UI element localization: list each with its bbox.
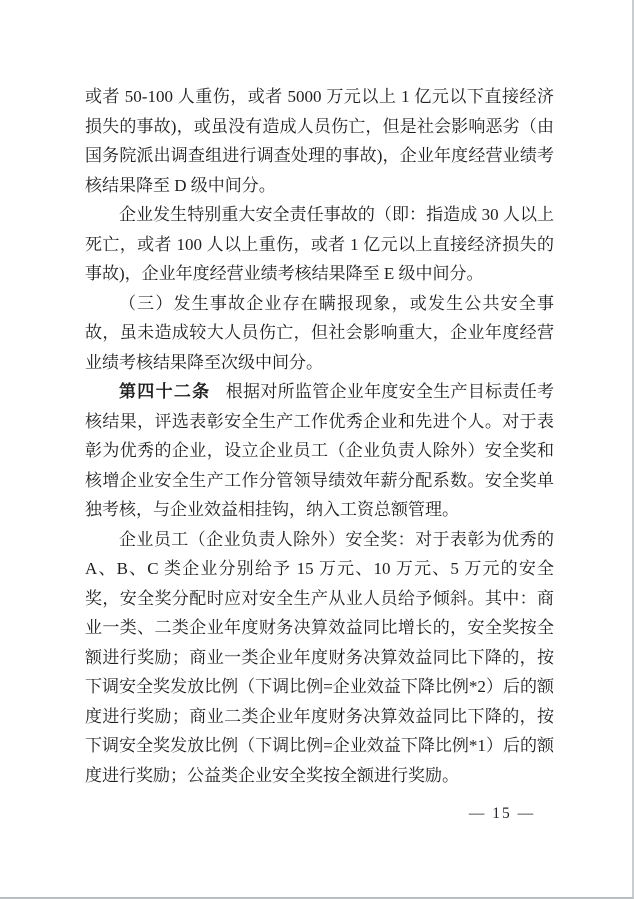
- page-number: — 15 —: [468, 805, 536, 822]
- paragraph-item-three: （三）发生事故企业存在瞒报现象，或发生公共安全事故，虽未造成较大人员伤亡，但社会影响重大，企业年度经营业绩考核结果降至次级中间分。: [85, 293, 554, 372]
- paragraph-article-42: [85, 377, 554, 525]
- article-number-label: 第四十二条: [119, 382, 211, 401]
- article-42-text: 根据对所监管企业年度安全生产目标责任考核结果，评选表彰安全生产工作优秀企业和先进个人。对于表彰为优秀的企业，设立企业员工（企业负责人除外）安全奖和核增企业安全生产工作分管领导绩效年薪分配系数。安全奖单独考核，与企业效益相挂钩，纳入工资总额管理。: [85, 382, 555, 519]
- document-text-block: [85, 82, 554, 790]
- paragraph-accident-major: 或者 50-100 人重伤，或者 5000 万元以上 1 亿元以下直接经济损失的事故)，或虽没有造成人员伤亡，但是社会影响恶劣（由国务院派出调查组进行调查处理的事故)，企业年度经营业绩考核结果降至 D 级中间分。: [85, 87, 554, 195]
- paragraph-accident-extreme: 企业发生特别重大安全责任事故的（即：指造成 30 人以上死亡，或者 100 人以上重伤，或者 1 亿元以上直接经济损失的事故)，企业年度经营业绩考核结果降至 E 级中间分。: [85, 205, 554, 283]
- paragraph-safety-award: 企业员工（企业负责人除外）安全奖：对于表彰为优秀的 A、B、C 类企业分别给予 15 万元、10 万元、5 万元的安全奖，安全奖分配时应对安全生产从业人员给予倾斜。其中：商业一类、二类企业年度财务决算效益同比增长的，安全奖按全额进行奖励；商业一类企业年度财务决算效益同比下降的，按下调安全奖发放比例（下调比例=企业效益下降比例*2）后的额度进行奖励；商业二类企业年度财务决算效益同比下降的，按下调安全奖发放比例（下调比例=企业效益下降比例*1）后的额度进行奖励；公益类企业安全奖按全额进行奖励。: [85, 529, 554, 785]
